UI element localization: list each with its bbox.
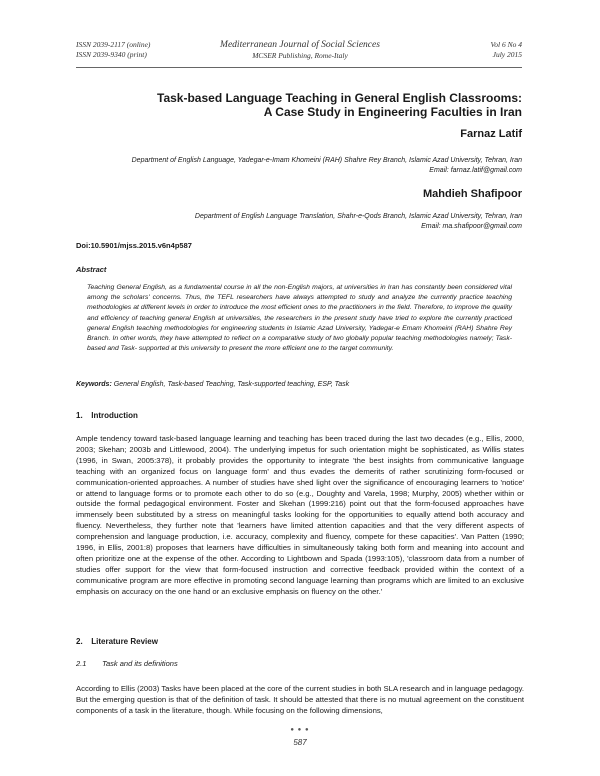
issn-print: ISSN 2039-9340 (print): [76, 50, 147, 59]
section-title: Literature Review: [91, 637, 158, 646]
page-number: 587: [293, 738, 307, 747]
keywords: [76, 381, 526, 388]
issn-online: ISSN 2039-2117 (online): [76, 40, 151, 49]
introduction-paragraph: Ample tendency toward task-based language learning and teaching has been traced during the last two decades (e.g., Ellis, 2000, 2003; Skehan; 2003b and Littlewood, 2004). The underlying impetus for such orientation might be sophisticated, as Willis states (1996, in Swan, 2005:378), it probably provides the opportunity to integrate 'the best insights from communicative language teaching with an organized focus on language form' and thus evades the demerits of rather scrutinizing form-focused or communication-oriented approaches. A number of studies have shed light over the significance of encouraging learners to 'notice' or attend to language forms or to promote each other to do so (e.g., Doughty and Varela, 1998; Murphy, 2005) whether within or outside the formal pedagogical environment. Foster and Skehan (1999:216) point out that the form-focused approaches have immensely been substituted by a stress on meaningful tasks looking for the opportunities to equally attend both accuracy and fluency. Nevertheless, they further note that 'learners have limited attention capacities and that the very different aspects of comprehension and language production, i.e. accuracy, complexity and fluency, compete for these capacities'. Van Patten (1990; 1996, in Ellis, 2001:8) proposes that learners have difficulties in simultaneously taking both form and meaning into account and often prioritize one at the expense of the other. According to Lightbown and Spada (1993:105), 'classroom data from a number of studies offer support for the view that form-focused instruction and corrective feedback provided within the context of a communicative program are more effective in promoting second language learning than programs which are limited to an exclusive emphasis on accuracy on the one hand or an exclusive emphasis on fluency on the other.': [76, 434, 524, 596]
running-header-right: [491, 40, 522, 60]
affiliation-text-2: Department of English Language Translation, Shahr-e-Qods Branch, Islamic Azad University, Tehran, Iran: [194, 213, 522, 220]
author-affiliation-1: [62, 156, 522, 176]
author-email-2[interactable]: Email: ma.shafipoor@gmail.com: [421, 223, 522, 230]
subsection-title: Task and its definitions: [102, 659, 178, 668]
section-title: Introduction: [91, 411, 138, 420]
paper-title: [82, 92, 522, 119]
affiliation-text-1: Department of English Language, Yadegar-e-Imam Khomeini (RAH) Shahre Rey Branch, Islamic Azad University, Tehran, Iran: [131, 157, 522, 164]
author-name-1: Farnaz Latif: [460, 128, 522, 140]
paper-title-line-2: A Case Study in Engineering Faculties in Iran: [263, 104, 522, 119]
literature-review-paragraph: According to Ellis (2003) Tasks have been placed at the core of the current studies in both SLA research and in language pedagogy. But the emerging question is that of the definition of task. It should be attested that there is no mutual agreement on the constituent components of a task in the literature, though. While focusing on the following dimensions,: [76, 684, 525, 715]
header-divider: [76, 67, 522, 68]
subsection-heading-task-definitions: [76, 659, 178, 668]
doi[interactable]: Doi:10.5901/mjss.2015.v6n4p587: [76, 241, 192, 250]
keywords-label: Keywords:: [76, 381, 112, 388]
author-email-1[interactable]: Email: farnaz.latif@gmail.com: [429, 167, 522, 174]
author-name-2: Mahdieh Shafipoor: [423, 188, 522, 200]
issue-date: July 2015: [492, 50, 522, 59]
section-heading-literature-review: [76, 637, 158, 646]
abstract-heading: Abstract: [76, 265, 107, 274]
footer-dots: ● ● ●: [290, 727, 310, 733]
subsection-number: 2.1: [76, 659, 87, 668]
journal-name: Mediterranean Journal of Social Sciences: [220, 40, 380, 50]
section-number: 1.: [76, 411, 83, 420]
abstract-text: Teaching General English, as a fundamental course in all the non-English majors, at universities in Iran has constantly been considered vital among the scholars' concerns. Thus, the TEFL researchers have always attempted to study and analyze the currently practice teaching methodologies at different levels in order to introduce the most efficient ones to the practitioners in the field. Therefore, to improve the quality and efficiency of teaching general English at universities, the researchers in the present study have tried to explore the currently practiced general English teaching methodologies for engineering students in Islamic Azad University, Yadegar-e Emam Khomeini (RAH) Shahre Rey Branch. In other words, they have attempted to reflect on a comparative study of two globally popular teaching methodologies namely; Task-based and Task- supported at this university to present the more efficient one to the target community.: [87, 284, 512, 353]
volume: Vol 6 No 4: [490, 40, 522, 49]
paper-title-line-1: Task-based Language Teaching in General English Classrooms:: [157, 91, 522, 105]
publisher: MCSER Publishing, Rome-Italy: [252, 51, 348, 60]
section-number: 2.: [76, 637, 83, 646]
author-affiliation-2: [62, 212, 522, 232]
section-heading-introduction: [76, 411, 138, 420]
keywords-text: General English, Task-based Teaching, Task-supported teaching, ESP, Task: [113, 381, 350, 388]
